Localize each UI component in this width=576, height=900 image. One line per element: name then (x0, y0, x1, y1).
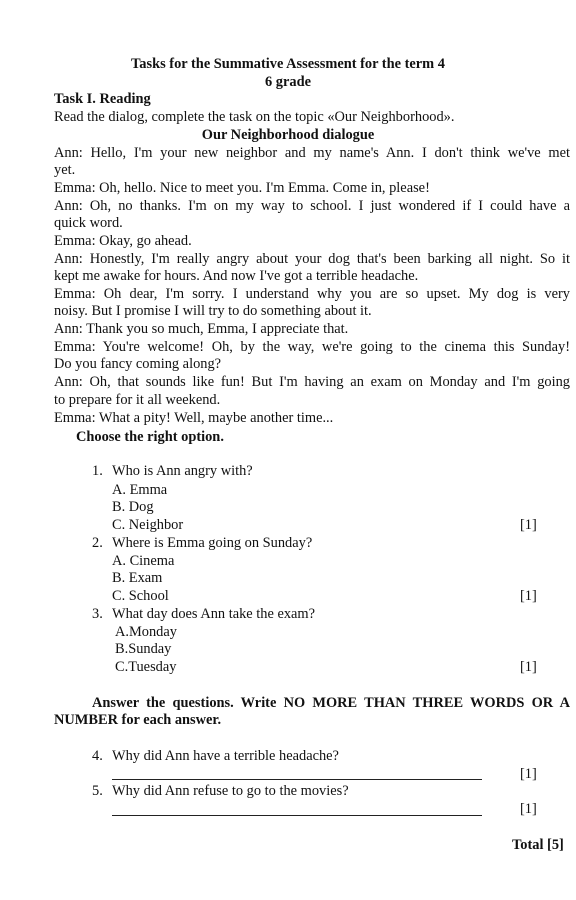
grade-label: 6 grade (265, 74, 311, 90)
dialogue-line: Ann: Honestly, I'm really angry about your dog that's been barking all night. So it (54, 251, 570, 267)
dialogue-line: Emma: Oh, hello. Nice to meet you. I'm Emma. Come in, please! (54, 180, 430, 196)
answer-option: A. Cinema (112, 553, 175, 569)
question-number: 1. (92, 463, 103, 479)
dialogue-line: Ann: Hello, I'm your new neighbor and my name's Ann. I don't think we've met (54, 145, 570, 161)
task2-instruction: Answer the questions. Write NO MORE THAN THREE WORDS OR A (92, 695, 570, 711)
answer-option: A. Emma (112, 482, 168, 498)
answer-option: B. Dog (112, 499, 154, 515)
answer-option: B.Sunday (115, 641, 172, 657)
task2-instruction: NUMBER for each answer. (54, 712, 222, 728)
task1-instruction: Read the dialog, complete the task on the topic «Our Neighborhood». (54, 109, 455, 125)
mark-label: [1] (520, 588, 537, 604)
dialogue-line: Do you fancy coming along? (54, 356, 222, 372)
mark-label: [1] (520, 659, 537, 675)
dialogue-line: yet. (54, 162, 76, 178)
answer-option: C. School (112, 588, 169, 604)
answer-option: C. Neighbor (112, 517, 184, 533)
dialogue-line: Emma: You're welcome! Oh, by the way, we're going to the cinema this Sunday! (54, 339, 570, 355)
question-number: 4. (92, 748, 103, 764)
dialogue-line: Ann: Thank you so much, Emma, I appreciate that. (54, 321, 349, 337)
answer-line[interactable] (112, 779, 482, 780)
answer-line[interactable] (112, 815, 482, 816)
dialogue-title: Our Neighborhood dialogue (201, 127, 375, 143)
dialogue-line: Ann: Oh, no thanks. I'm on my way to school. I just wondered if I could have a (54, 198, 570, 214)
question-number: 3. (92, 606, 103, 622)
document-title: Tasks for the Summative Assessment for the term 4 (131, 56, 445, 72)
question-text: What day does Ann take the exam? (112, 606, 315, 622)
dialogue-line: quick word. (54, 215, 123, 231)
question-number: 5. (92, 783, 103, 799)
dialogue-line: kept me awake for hours. And now I've got a terrible headache. (54, 268, 419, 284)
question-text: Why did Ann have a terrible headache? (112, 748, 339, 764)
question-text: Where is Emma going on Sunday? (112, 535, 313, 551)
total-score: Total [5] (512, 837, 564, 853)
dialogue-line: Emma: What a pity! Well, maybe another time... (54, 410, 334, 426)
dialogue-line: noisy. But I promise I will try to do something about it. (54, 303, 372, 319)
answer-option: B. Exam (112, 570, 163, 586)
mark-label: [1] (520, 517, 537, 533)
question-number: 2. (92, 535, 103, 551)
mark-label: [1] (520, 801, 537, 817)
answer-option: A.Monday (115, 624, 177, 640)
dialogue-line: Emma: Okay, go ahead. (54, 233, 192, 249)
choose-heading: Choose the right option. (76, 429, 224, 445)
question-text: Who is Ann angry with? (112, 463, 253, 479)
answer-option: C.Tuesday (115, 659, 177, 675)
mark-label: [1] (520, 766, 537, 782)
question-text: Why did Ann refuse to go to the movies? (112, 783, 349, 799)
task1-heading: Task I. Reading (54, 91, 151, 107)
dialogue-line: Emma: Oh dear, I'm sorry. I understand why you are so upset. My dog is very (54, 286, 570, 302)
dialogue-line: to prepare for it all weekend. (54, 392, 221, 408)
dialogue-line: Ann: Oh, that sounds like fun! But I'm having an exam on Monday and I'm going (54, 374, 570, 390)
